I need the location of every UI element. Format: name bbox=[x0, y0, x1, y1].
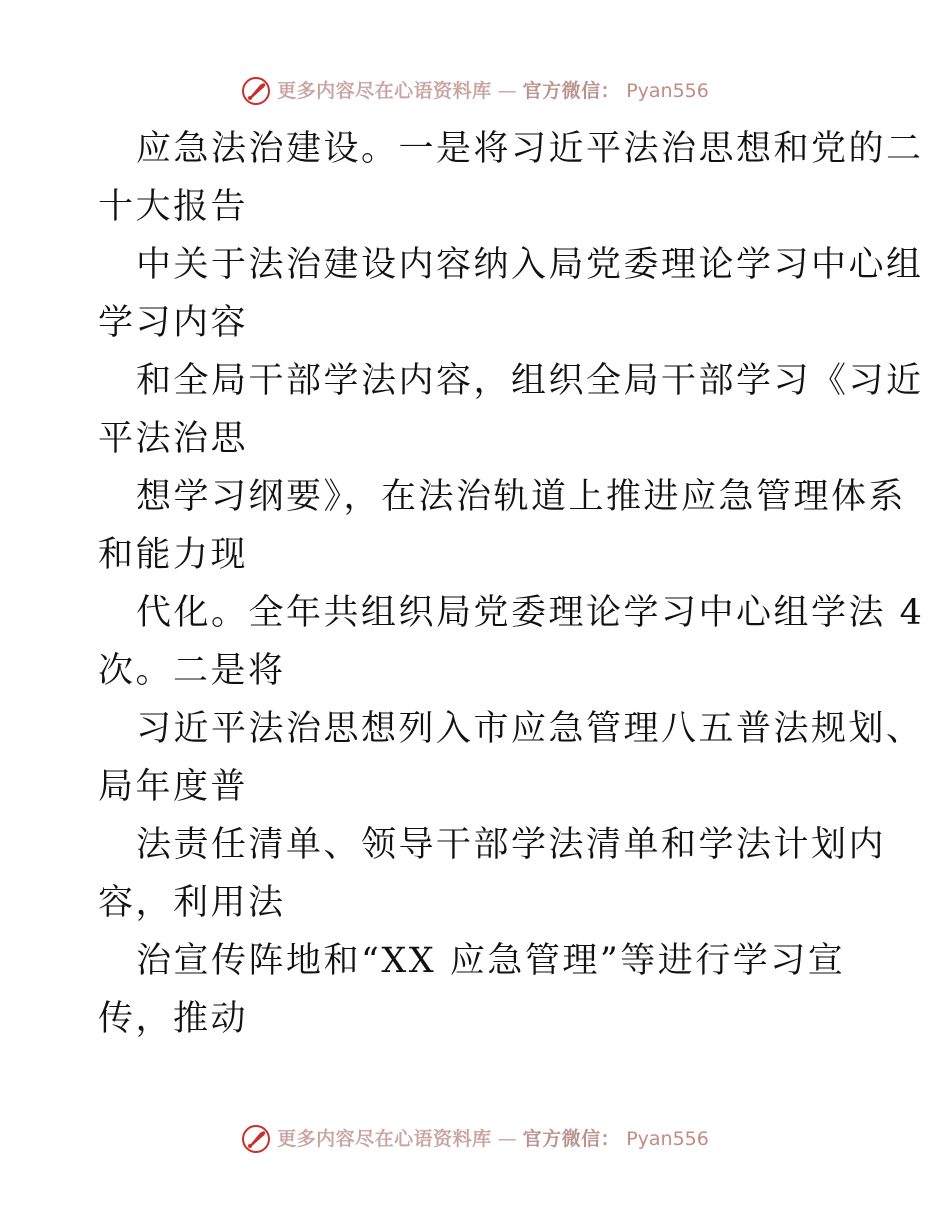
body-line: 代化。全年共组织局党委理论学习中心组学法 4 bbox=[136, 593, 925, 633]
body-line: 和能力现 bbox=[98, 535, 249, 575]
quill-pen-logo-icon bbox=[241, 76, 271, 106]
body-line: 和全局干部学法内容，组织全局干部学习《习近 bbox=[136, 361, 924, 401]
body-line: 中关于法治建设内容纳入局党委理论学习中心组 bbox=[136, 245, 924, 285]
body-line: 习近平法治思想列入市应急管理八五普法规划、 bbox=[136, 709, 924, 749]
body-line: 局年度普 bbox=[98, 767, 249, 807]
watermark-handle: Pyan556 bbox=[626, 1127, 709, 1150]
body-line: 应急法治建设。一是将习近平法治思想和党的二 bbox=[136, 129, 924, 169]
quill-pen-logo-icon bbox=[241, 1124, 271, 1154]
body-line: 容，利用法 bbox=[98, 883, 286, 923]
body-line: 学习内容 bbox=[98, 303, 249, 343]
document-body bbox=[98, 120, 925, 1048]
body-line: 法责任清单、领导干部学法清单和学法计划内 bbox=[136, 825, 887, 865]
body-line: 治宣传阵地和“XX 应急管理”等进行学习宣 bbox=[136, 941, 846, 981]
watermark-main-text: 更多内容尽在心语资料库 bbox=[277, 1127, 492, 1150]
body-line: 传，推动 bbox=[98, 999, 249, 1039]
watermark-contact-label: 官方微信： bbox=[522, 1127, 621, 1150]
watermark-separator: — bbox=[497, 79, 517, 102]
body-line: 次。二是将 bbox=[98, 651, 286, 691]
watermark-main-text: 更多内容尽在心语资料库 bbox=[277, 79, 492, 102]
watermark-handle: Pyan556 bbox=[626, 79, 709, 102]
footer-watermark bbox=[0, 1119, 950, 1159]
header-watermark bbox=[0, 71, 950, 111]
body-line: 想学习纲要》，在法治轨道上推进应急管理体系 bbox=[136, 477, 907, 517]
body-line: 平法治思 bbox=[98, 419, 249, 459]
watermark-separator: — bbox=[497, 1127, 517, 1150]
body-line: 十大报告 bbox=[98, 187, 249, 227]
watermark-contact-label: 官方微信： bbox=[522, 79, 621, 102]
